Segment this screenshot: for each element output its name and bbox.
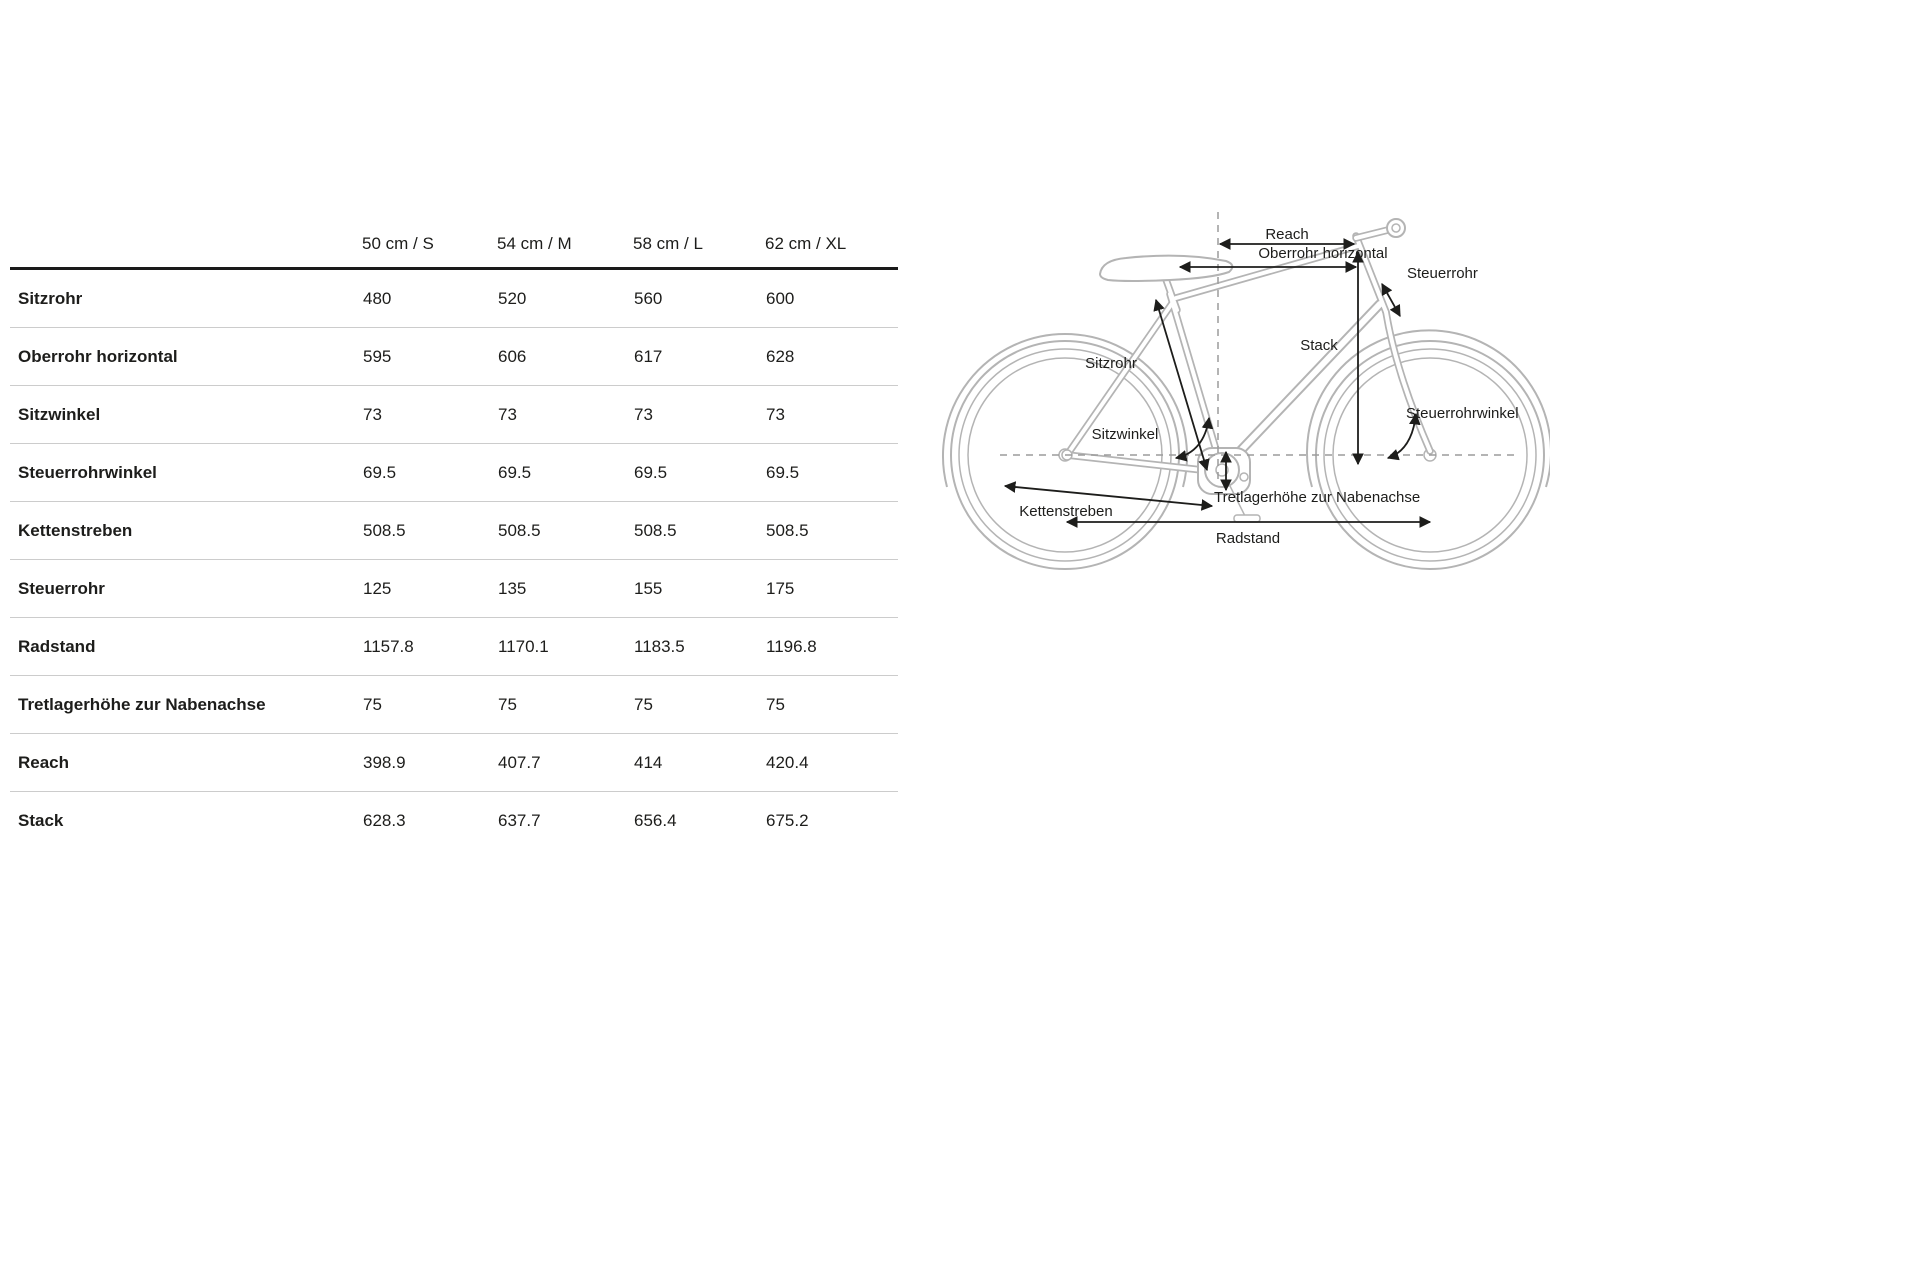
row-value: 75 [497, 676, 633, 734]
column-header: 62 cm / XL [765, 220, 898, 269]
bottom-bracket [1198, 448, 1260, 522]
oberrohr-label: Oberrohr horizontal [1258, 245, 1388, 262]
geometry-table-grid [10, 220, 898, 849]
row-value: 656.4 [634, 810, 677, 830]
radstand-label: Radstand [1215, 530, 1281, 547]
row-value: 480 [362, 269, 497, 328]
row-value: 398.9 [362, 734, 497, 792]
row-value: 508.5 [633, 502, 765, 560]
sitzwinkel-label: Sitzwinkel [1091, 426, 1159, 443]
table-row [10, 560, 898, 618]
row-value: 73 [362, 386, 497, 444]
table-row [10, 676, 898, 734]
geometry-table [10, 220, 898, 849]
row-value: 73 [497, 386, 633, 444]
header-row [10, 220, 898, 269]
row-label: Reach [10, 734, 362, 792]
row-value: 75 [362, 676, 497, 734]
row-label: Tretlagerhöhe zur Nabenachse [10, 676, 362, 734]
table-row [10, 386, 898, 444]
row-value: 69.5 [362, 444, 497, 502]
row-value: 508.5 [765, 502, 898, 560]
row-label: Steuerrohr [10, 560, 362, 618]
row-value: 617 [633, 328, 765, 386]
reach-label: Reach [1265, 226, 1309, 243]
stack-label: Stack [1300, 337, 1338, 354]
row-value: 69.5 [497, 444, 633, 502]
row-value: 175 [765, 560, 898, 618]
header-empty [10, 220, 362, 269]
row-value: 600 [765, 269, 898, 328]
handlebar [1356, 219, 1405, 238]
row-label: Stack [18, 810, 64, 830]
row-value: 520 [497, 269, 633, 328]
table-row [10, 734, 898, 792]
steuerrohrwinkel-label: Steuerrohrwinkel [1406, 405, 1519, 422]
table-row [10, 269, 898, 328]
row-label: Oberrohr horizontal [10, 328, 362, 386]
row-value: 155 [633, 560, 765, 618]
row-value: 75 [633, 676, 765, 734]
row-value: 508.5 [497, 502, 633, 560]
sitzrohr-label: Sitzrohr [1085, 355, 1137, 372]
table-row [10, 792, 898, 850]
row-value: 675.2 [766, 810, 809, 830]
row-value: 560 [633, 269, 765, 328]
saddle [1100, 256, 1232, 281]
row-value: 125 [362, 560, 497, 618]
row-label: Radstand [10, 618, 362, 676]
row-value: 407.7 [497, 734, 633, 792]
row-label: Sitzrohr [10, 269, 362, 328]
row-value: 73 [765, 386, 898, 444]
table-row [10, 444, 898, 502]
row-value: 1196.8 [765, 618, 898, 676]
row-value: 420.4 [765, 734, 898, 792]
bike-geometry-diagram [930, 198, 1550, 610]
row-label: Sitzwinkel [10, 386, 362, 444]
row-value: 69.5 [633, 444, 765, 502]
row-value: 595 [362, 328, 497, 386]
row-value: 628 [765, 328, 898, 386]
row-value: 414 [633, 734, 765, 792]
kettenstreben-label: Kettenstreben [1019, 503, 1113, 520]
row-value: 135 [497, 560, 633, 618]
steuerrohr-label: Steuerrohr [1407, 265, 1478, 282]
row-value: 69.5 [765, 444, 898, 502]
table-row [10, 618, 898, 676]
row-value: 508.5 [362, 502, 497, 560]
row-value: 73 [633, 386, 765, 444]
row-value: 1183.5 [633, 618, 765, 676]
row-label: Steuerrohrwinkel [10, 444, 362, 502]
table-row [10, 328, 898, 386]
row-value: 628.3 [363, 810, 406, 830]
row-value: 75 [765, 676, 898, 734]
row-value: 637.7 [498, 810, 541, 830]
column-header: 50 cm / S [362, 220, 497, 269]
row-value: 1170.1 [497, 618, 633, 676]
column-header: 58 cm / L [633, 220, 765, 269]
tretlager-label: Tretlagerhöhe zur Nabenachse [1214, 489, 1421, 506]
column-header: 54 cm / M [497, 220, 633, 269]
row-value: 606 [497, 328, 633, 386]
table-row [10, 502, 898, 560]
row-value: 1157.8 [362, 618, 497, 676]
pedal [1234, 515, 1260, 522]
row-label: Kettenstreben [10, 502, 362, 560]
